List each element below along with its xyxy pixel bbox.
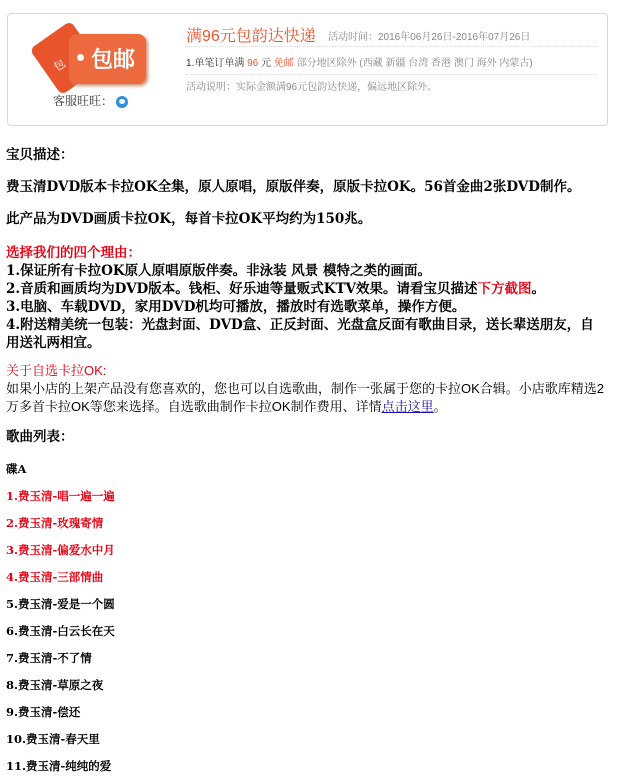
- badge-front-text: 包邮: [91, 47, 136, 72]
- para-quality: 此产品为DVD画质卡拉OK，每首卡拉OK平均约为150兆。: [6, 211, 372, 227]
- divider: [186, 46, 596, 47]
- tag-hole-icon: [77, 54, 84, 61]
- promo-banner: [7, 13, 608, 126]
- song-item: 1.费玉清-唱一遍一遍: [6, 489, 115, 503]
- song-item: 7.费玉清-不了情: [6, 651, 92, 665]
- promo-time: 活动时间：2016年06月26日-2016年07月26日: [328, 32, 531, 43]
- para-intro: 费玉清DVD版本卡拉OK全集，原人原唱，原版伴奏，原版卡拉OK。56首金曲2张DVD制作。: [6, 179, 581, 195]
- song-item: 4.费玉清-三部情曲: [6, 570, 104, 584]
- item-description: [6, 146, 606, 780]
- reason-2-highlight: 下方截图: [477, 281, 532, 297]
- reason-3: 3.电脑、车载DVD，家用DVD机均可播放，播放时有选歌菜单，操作方便。: [6, 299, 466, 315]
- rule-unit: 元: [261, 58, 272, 69]
- badge-back-text: 包: [51, 57, 68, 74]
- service-label: 客服旺旺：: [53, 94, 114, 108]
- rule-free: 免邮: [273, 58, 294, 69]
- reason-2-end: 。: [531, 281, 545, 297]
- custom-body: 如果小店的上架产品没有您喜欢的，您也可以自选歌曲，制作一张属于您的卡拉OK合辑。小店歌库精选2万多首卡拉OK等您来选择。自选歌曲制作卡拉OK制作费用、详情: [6, 381, 605, 414]
- rule-prefix: 1.单笔订单满: [186, 58, 245, 69]
- custom-text: [6, 380, 606, 416]
- wangwang-chat-icon[interactable]: [116, 96, 128, 108]
- customer-service: [53, 92, 128, 109]
- reason-2: [6, 280, 606, 298]
- song-item: 11.费玉清-纯纯的爱: [6, 759, 112, 773]
- promo-title: 满96元包韵达快递: [186, 28, 316, 45]
- badge-front-tag: [69, 34, 146, 84]
- divider: [186, 74, 596, 75]
- song-item: 6.费玉清-白云长在天: [6, 624, 115, 638]
- click-here-link[interactable]: 点击这里: [381, 399, 434, 414]
- reason-2-text: 2.音质和画质均为DVD版本。钱柜、好乐迪等量贩式KTV效果。请看宝贝描述: [6, 281, 478, 297]
- desc-heading: 宝贝描述：: [6, 147, 74, 163]
- promo-rule: [186, 54, 533, 69]
- songlist-title: 歌曲列表：: [6, 429, 74, 445]
- disc-a-label: 碟A: [6, 462, 27, 476]
- custom-end: 。: [433, 399, 447, 414]
- custom-title: 关于自选卡拉OK:: [6, 363, 107, 378]
- song-item: 3.费玉清-偏爱水中月: [6, 543, 115, 557]
- song-item: 5.费玉清-爱是一个圆: [6, 597, 115, 611]
- reasons-title: 选择我们的四个理由：: [6, 245, 141, 261]
- song-item: 10.费玉清-春天里: [6, 732, 100, 746]
- song-item: 2.费玉清-玫瑰寄情: [6, 516, 104, 530]
- rule-amount: 96: [247, 58, 259, 69]
- reason-1: 1.保证所有卡拉OK原人原唱原版伴奏。非泳装 风景 模特之类的画面。: [6, 263, 431, 279]
- song-item: 8.费玉清-草原之夜: [6, 678, 104, 692]
- reason-4: 4.附送精美统一包装：光盘封面、DVD盒、正反封面、光盘盒反面有歌曲目录，送长辈送朋友，自用送礼两相宜。: [6, 317, 594, 351]
- free-shipping-badge: [41, 24, 151, 98]
- rule-exclusion: 部分地区除外 (西藏 新疆 台湾 香港 澳门 海外 内蒙古): [296, 58, 533, 69]
- promo-desc: 活动说明：实际金额满96元包韵达快递，偏远地区除外。: [186, 82, 438, 93]
- song-item: 9.费玉清-偿还: [6, 705, 81, 719]
